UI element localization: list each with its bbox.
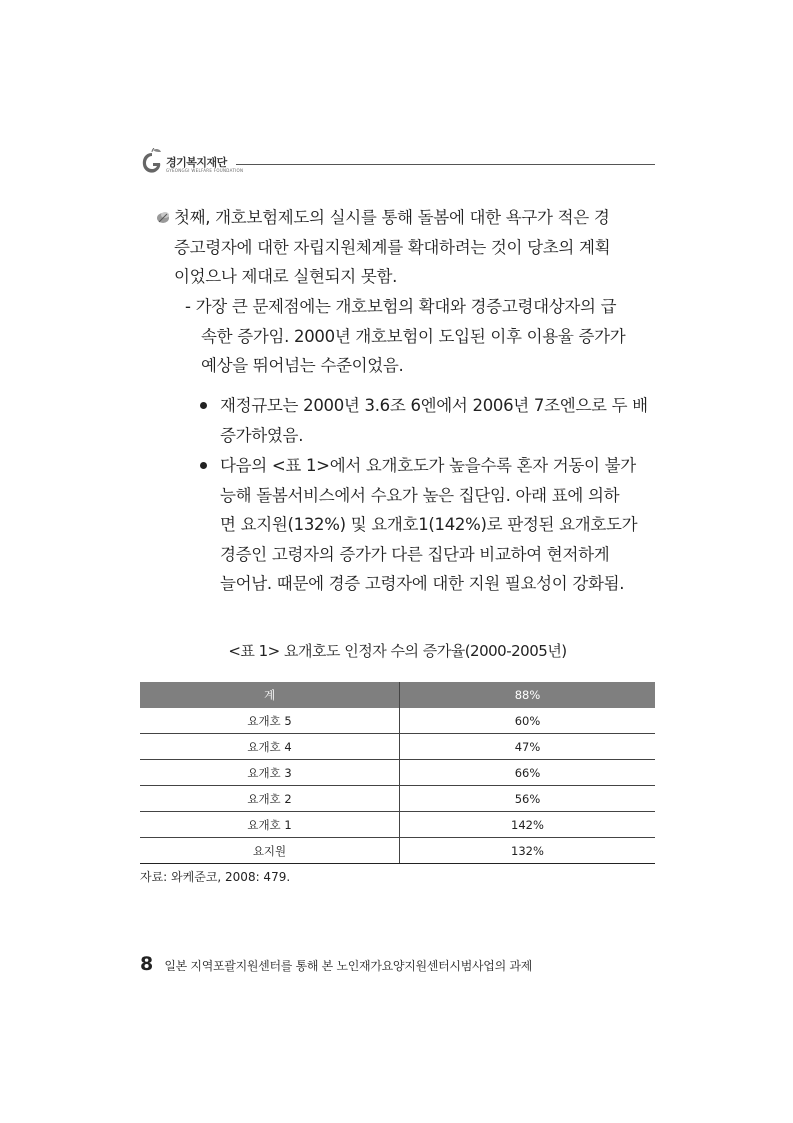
bullet-dot-icon bbox=[200, 462, 207, 469]
table-row bbox=[140, 760, 655, 786]
bullet-dot-icon bbox=[200, 402, 207, 409]
text-line: 첫째, 개호보험제도의 실시를 통해 돌봄에 대한 욕구가 적은 경 bbox=[174, 208, 610, 227]
table-header-row bbox=[140, 682, 655, 708]
text-line: 이었으나 제대로 실현되지 못함. bbox=[174, 267, 398, 286]
care-level-table bbox=[140, 682, 655, 864]
bullet-point-budget bbox=[200, 391, 660, 450]
care-level-cell: 요개호 5 bbox=[140, 708, 400, 734]
text-line: 재정규모는 2000년 3.6조 6엔에서 2006년 7조엔으로 두 배 bbox=[220, 396, 648, 415]
care-level-cell: 요개호 2 bbox=[140, 786, 400, 812]
foundation-logo-icon bbox=[140, 148, 164, 176]
page-footer bbox=[140, 953, 532, 975]
table-row bbox=[140, 838, 655, 864]
leaf-bullet-icon bbox=[156, 209, 172, 225]
text-line: 경증인 고령자의 증가가 다른 집단과 비교하여 현저하게 bbox=[220, 544, 610, 564]
table-row bbox=[140, 708, 655, 734]
growth-rate-cell: 132% bbox=[400, 838, 656, 864]
header-cell-total-label: 계 bbox=[140, 682, 400, 708]
growth-rate-cell: 66% bbox=[400, 760, 656, 786]
paragraph-first-point bbox=[168, 203, 658, 292]
care-level-cell: 요개호 4 bbox=[140, 734, 400, 760]
org-subtitle: GYEONGGI WELFARE FOUNDATION bbox=[166, 168, 244, 173]
bullet-point-table-ref bbox=[200, 451, 660, 599]
growth-rate-cell: 60% bbox=[400, 708, 656, 734]
text-line: 증고령자에 대한 자립지원체계를 확대하려는 것이 당초의 계획 bbox=[174, 237, 611, 257]
text-line: 증가하였음. bbox=[220, 425, 304, 445]
header-divider bbox=[236, 164, 655, 165]
growth-rate-cell: 47% bbox=[400, 734, 656, 760]
text-line: 속한 증가임. 2000년 개호보험이 도입된 이후 이용율 증가가 bbox=[201, 326, 626, 346]
org-name: 경기복지재단 bbox=[166, 156, 227, 169]
table-row bbox=[140, 812, 655, 838]
table-source-note: 자료: 와케준코, 2008: 479. bbox=[140, 870, 291, 884]
growth-rate-cell: 56% bbox=[400, 786, 656, 812]
text-line: 예상을 뛰어넘는 수준이었음. bbox=[201, 356, 404, 375]
growth-rate-cell: 142% bbox=[400, 812, 656, 838]
text-line: - 가장 큰 문제점에는 개호보험의 확대와 경증고령대상자의 급 bbox=[185, 297, 617, 316]
header-cell-total-value: 88% bbox=[400, 682, 656, 708]
running-title: 일본 지역포괄지원센터를 통해 본 노인재가요양지원센터시범사업의 과제 bbox=[164, 959, 532, 973]
text-line: 면 요지원(132%) 및 요개호1(142%)로 판정된 요개호도가 bbox=[220, 515, 638, 534]
text-line: 다음의 <표 1>에서 요개호도가 높을수록 혼자 거동이 불가 bbox=[220, 456, 636, 475]
text-line: 늘어남. 때문에 경증 고령자에 대한 지원 필요성이 강화됨. bbox=[220, 574, 625, 593]
care-level-cell: 요개호 3 bbox=[140, 760, 400, 786]
care-level-cell: 요지원 bbox=[140, 838, 400, 864]
table-row bbox=[140, 734, 655, 760]
care-level-cell: 요개호 1 bbox=[140, 812, 400, 838]
page-header bbox=[140, 148, 655, 178]
text-line: 능해 돌봄서비스에서 수요가 높은 집단임. 아래 표에 의하 bbox=[220, 485, 620, 505]
table-row bbox=[140, 786, 655, 812]
dash-point bbox=[185, 292, 660, 381]
page-number: 8 bbox=[140, 953, 154, 975]
table-caption: <표 1> 요개호도 인정자 수의 증가율(2000-2005년) bbox=[228, 642, 567, 660]
